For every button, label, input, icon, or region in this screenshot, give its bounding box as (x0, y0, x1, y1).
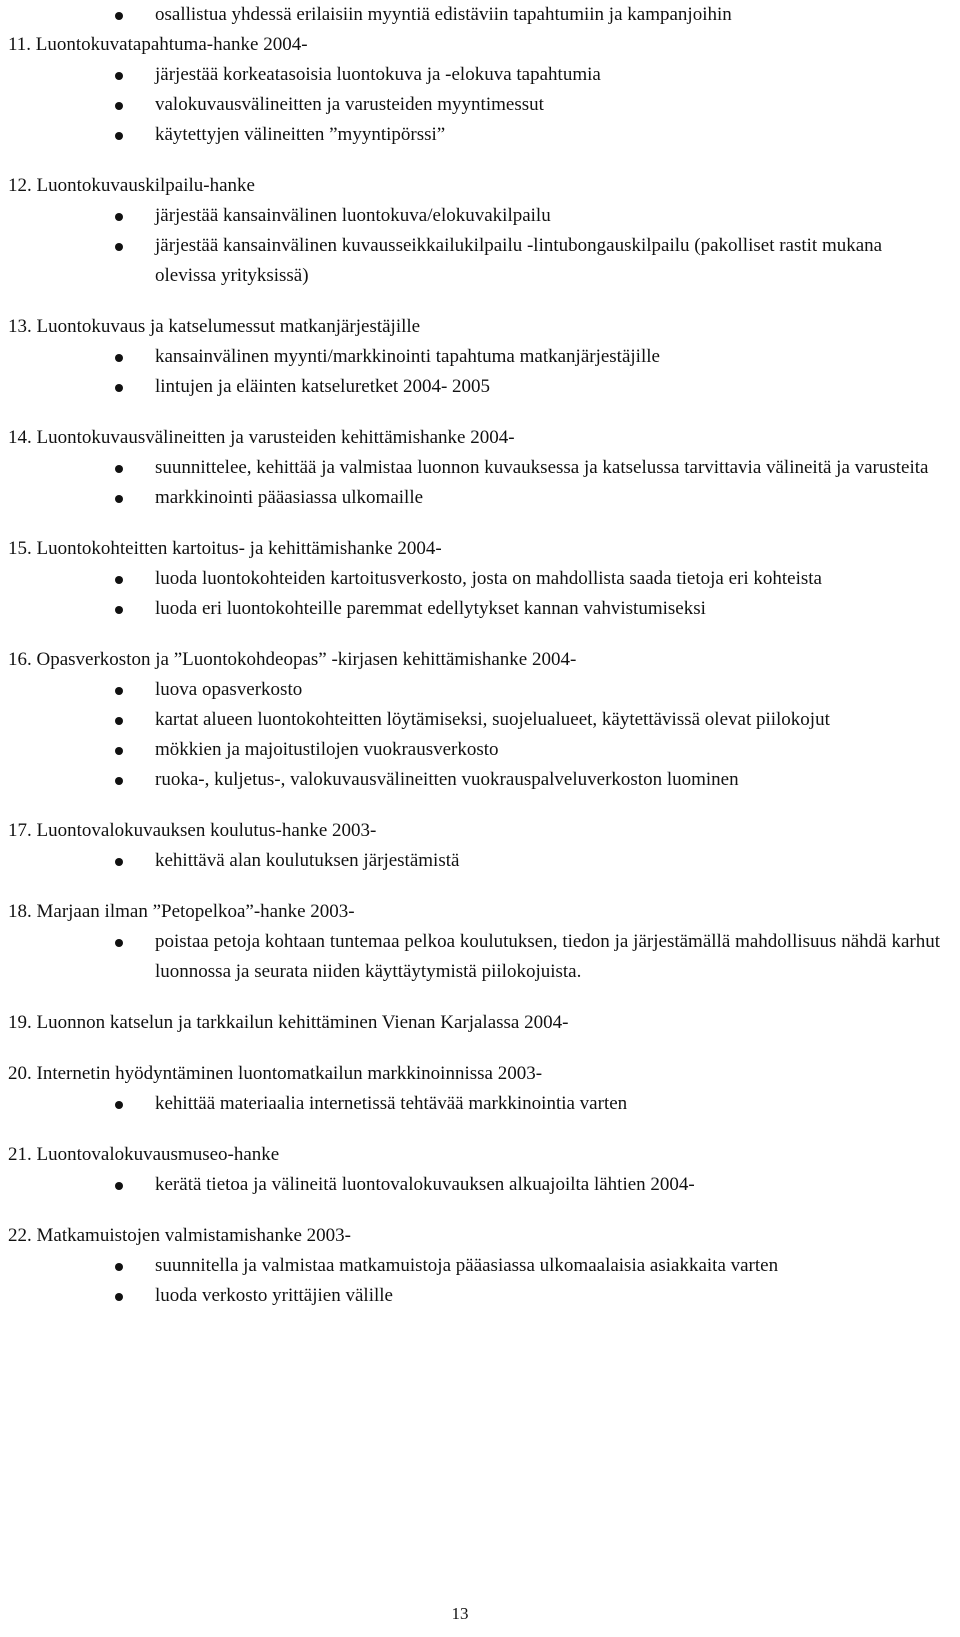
section-heading (0, 171, 960, 201)
list-item-text: ruoka-, kuljetus-, valokuvausvälineitten vuokrauspalveluverkoston luominen (155, 769, 739, 790)
section-number: 14. (8, 427, 32, 448)
list-item-text: poistaa petoja kohtaan tuntemaa pelkoa koulutuksen, tiedon ja järjestämällä mahdollisuus nähdä karhut luonnossa ja seurata niiden käyttäytymistä piilokojuista. (155, 931, 940, 982)
section-number: 12. (8, 175, 32, 196)
section-heading (0, 1059, 960, 1089)
section-heading (0, 816, 960, 846)
section-heading (0, 30, 960, 60)
list-item (0, 705, 960, 735)
bullet-icon (115, 213, 123, 221)
section-title: Luontokuvatapahtuma-hanke 2004- (35, 34, 308, 55)
list-item-text: järjestää kansainvälinen kuvausseikkailukilpailu -lintubongauskilpailu (pakolliset rastit mukana olevissa yrityksissä) (155, 235, 883, 286)
section-title: Luontovalokuvauksen koulutus-hanke 2003- (36, 820, 377, 841)
bullet-icon (115, 717, 123, 725)
list-item-text: luoda verkosto yrittäjien välille (155, 1285, 393, 1306)
bullet-icon (115, 687, 123, 695)
section-15 (0, 534, 960, 624)
list-item-text: valokuvausvälineitten ja varusteiden myyntimessut (155, 94, 544, 115)
section-21 (0, 1140, 960, 1200)
list-item (0, 927, 960, 987)
list-item-text: suunnitella ja valmistaa matkamuistoja pääasiassa ulkomaalaisia asiakkaita varten (155, 1255, 779, 1276)
list-item (0, 564, 960, 594)
list-item (0, 0, 960, 30)
bullet-icon (115, 243, 123, 251)
list-item (0, 1089, 960, 1119)
list-item (0, 201, 960, 231)
section-number: 19. (8, 1012, 32, 1033)
bullet-list (0, 0, 960, 30)
list-item-text: osallistua yhdessä erilaisiin myyntiä edistäviin tapahtumiin ja kampanjoihin (155, 4, 732, 25)
section-title: Luontokohteitten kartoitus- ja kehittämishanke 2004- (36, 538, 442, 559)
bullet-icon (115, 576, 123, 584)
bullet-list (0, 1251, 960, 1311)
list-item (0, 765, 960, 795)
list-item (0, 60, 960, 90)
section-heading (0, 645, 960, 675)
section-heading (0, 1221, 960, 1251)
section-heading (0, 534, 960, 564)
list-item (0, 453, 960, 483)
bullet-icon (115, 384, 123, 392)
section-number: 11. (8, 34, 32, 55)
section-heading (0, 1008, 960, 1038)
list-item-text: kehittää materiaalia internetissä tehtävää markkinointia varten (155, 1093, 628, 1114)
section-heading (0, 312, 960, 342)
bullet-list (0, 927, 960, 987)
list-item (0, 372, 960, 402)
section-number: 15. (8, 538, 32, 559)
section-title: Luontokuvausvälineitten ja varusteiden kehittämishanke 2004- (36, 427, 515, 448)
list-item (0, 483, 960, 513)
list-item-text: käytettyjen välineitten ”myyntipörssi” (155, 124, 446, 145)
list-item-text: kansainvälinen myynti/markkinointi tapahtuma matkanjärjestäjille (155, 346, 660, 367)
section-title: Luontokuvaus ja katselumessut matkanjärjestäjille (36, 316, 421, 337)
bullet-icon (115, 1101, 123, 1109)
section-22 (0, 1221, 960, 1311)
section-number: 20. (8, 1063, 32, 1084)
bullet-list (0, 675, 960, 795)
list-item-text: lintujen ja eläinten katseluretket 2004- 2005 (155, 376, 491, 397)
section-20 (0, 1059, 960, 1119)
list-item (0, 594, 960, 624)
bullet-icon (115, 1263, 123, 1271)
list-item-text: järjestää kansainvälinen luontokuva/elokuvakilpailu (155, 205, 551, 226)
section-12 (0, 171, 960, 291)
list-item (0, 342, 960, 372)
bullet-icon (115, 777, 123, 785)
list-item (0, 1170, 960, 1200)
bullet-icon (115, 495, 123, 503)
section-number: 16. (8, 649, 32, 670)
section-number: 13. (8, 316, 32, 337)
section-title: Marjaan ilman ”Petopelkoa”-hanke 2003- (36, 901, 355, 922)
bullet-icon (115, 939, 123, 947)
bullet-list (0, 564, 960, 624)
bullet-list (0, 201, 960, 291)
bullet-list (0, 453, 960, 513)
section-11 (0, 30, 960, 150)
section-heading (0, 1140, 960, 1170)
bullet-list (0, 846, 960, 876)
section-heading (0, 897, 960, 927)
list-item (0, 120, 960, 150)
section-number: 17. (8, 820, 32, 841)
sections-container (0, 30, 960, 1311)
section-16 (0, 645, 960, 795)
bullet-icon (115, 72, 123, 80)
section-title: Luontokuvauskilpailu-hanke (36, 175, 255, 196)
section-17 (0, 816, 960, 876)
list-item-text: kerätä tietoa ja välineitä luontovalokuvauksen alkuajoilta lähtien 2004- (155, 1174, 695, 1195)
list-item-text: suunnittelee, kehittää ja valmistaa luonnon kuvauksessa ja katselussa tarvittavia välineitä ja varusteita (155, 457, 929, 478)
section-title: Luonnon katselun ja tarkkailun kehittäminen Vienan Karjalassa 2004- (36, 1012, 569, 1033)
bullet-icon (115, 1293, 123, 1301)
section-title: Opasverkoston ja ”Luontokohdeopas” -kirjasen kehittämishanke 2004- (36, 649, 577, 670)
intro-continuation (0, 0, 960, 30)
page-number: 13 (451, 1604, 469, 1623)
section-title: Matkamuistojen valmistamishanke 2003- (36, 1225, 352, 1246)
list-item (0, 1251, 960, 1281)
section-18 (0, 897, 960, 987)
bullet-icon (115, 606, 123, 614)
list-item (0, 846, 960, 876)
bullet-icon (115, 354, 123, 362)
bullet-list (0, 1089, 960, 1119)
section-14 (0, 423, 960, 513)
section-heading (0, 423, 960, 453)
bullet-list (0, 342, 960, 402)
bullet-icon (115, 132, 123, 140)
list-item-text: kartat alueen luontokohteitten löytämiseksi, suojelualueet, käytettävissä olevat piilokojut (155, 709, 830, 730)
list-item-text: järjestää korkeatasoisia luontokuva ja -elokuva tapahtumia (155, 64, 601, 85)
bullet-icon (115, 12, 123, 20)
bullet-icon (115, 102, 123, 110)
bullet-icon (115, 747, 123, 755)
bullet-icon (115, 858, 123, 866)
section-number: 18. (8, 901, 32, 922)
list-item (0, 1281, 960, 1311)
list-item (0, 675, 960, 705)
section-number: 22. (8, 1225, 32, 1246)
list-item-text: markkinointi pääasiassa ulkomaille (155, 487, 424, 508)
bullet-icon (115, 465, 123, 473)
list-item (0, 735, 960, 765)
section-19 (0, 1008, 960, 1038)
list-item-text: kehittävä alan koulutuksen järjestämistä (155, 850, 460, 871)
bullet-icon (115, 1182, 123, 1190)
list-item (0, 231, 960, 291)
bullet-list (0, 1170, 960, 1200)
list-item (0, 90, 960, 120)
section-title: Luontovalokuvausmuseo-hanke (36, 1144, 280, 1165)
list-item-text: luova opasverkosto (155, 679, 303, 700)
section-number: 21. (8, 1144, 32, 1165)
list-item-text: luoda eri luontokohteille paremmat edellytykset kannan vahvistumiseksi (155, 598, 706, 619)
page-footer (0, 1602, 960, 1626)
section-title: Internetin hyödyntäminen luontomatkailun markkinoinnissa 2003- (36, 1063, 543, 1084)
section-13 (0, 312, 960, 402)
list-item-text: luoda luontokohteiden kartoitusverkosto, josta on mahdollista saada tietoja eri kohteista (155, 568, 822, 589)
list-item-text: mökkien ja majoitustilojen vuokrausverkosto (155, 739, 499, 760)
bullet-list (0, 60, 960, 150)
